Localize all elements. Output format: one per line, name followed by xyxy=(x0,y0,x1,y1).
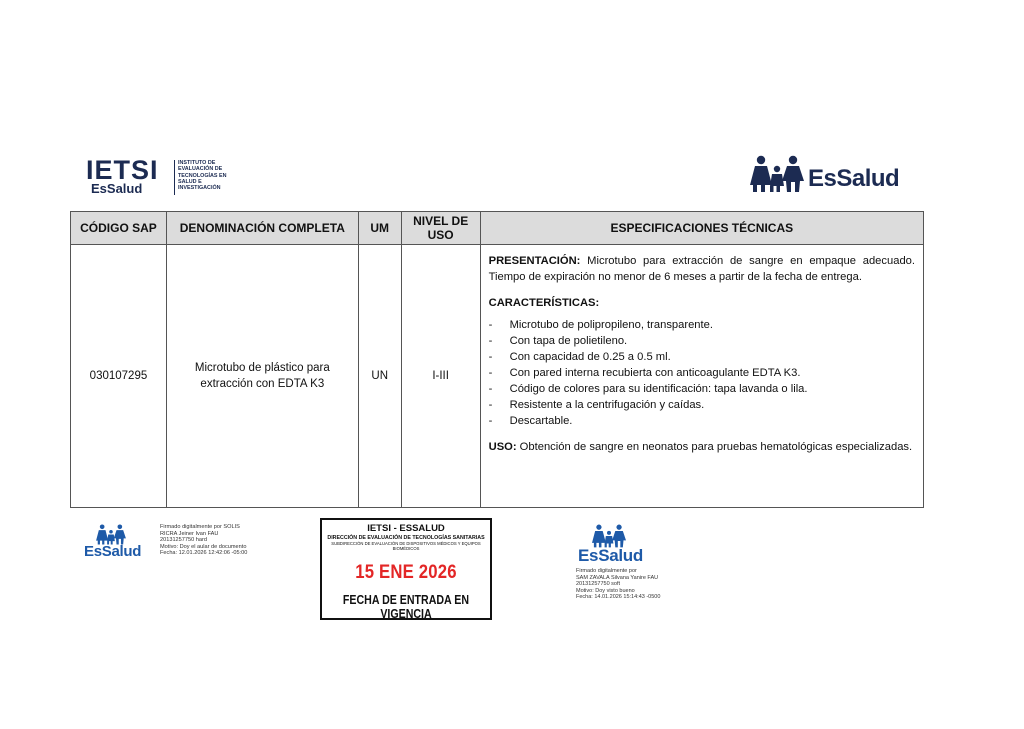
signature-line: RICRA Jeiner Ivan FAU xyxy=(160,530,219,537)
list-item-text: Descartable. xyxy=(509,415,573,427)
uso-label: USO: xyxy=(488,441,517,453)
signature-line: Fecha: 14.01.2026 15:14:43 -0500 xyxy=(576,594,661,600)
list-item xyxy=(489,317,915,333)
ietsi-logo xyxy=(86,157,246,199)
ietsi-logo-divider xyxy=(174,160,175,195)
table-header-row xyxy=(71,212,924,245)
caracteristicas-list xyxy=(489,317,915,429)
list-item xyxy=(489,381,915,397)
bullet-dash: - xyxy=(488,335,493,347)
right-digital-signature xyxy=(576,524,716,606)
header-denominacion: DENOMINACIÓN COMPLETA xyxy=(166,212,358,245)
cell-nivel-uso: I-III xyxy=(401,245,480,508)
ietsi-logo-description xyxy=(178,160,248,191)
bullet-dash: - xyxy=(488,383,493,395)
list-item-text: Con tapa de polietileno. xyxy=(509,335,628,347)
signature-line: 20131257750 soft xyxy=(576,581,621,587)
stamp-title: IETSI - ESSALUD xyxy=(367,523,445,534)
list-item xyxy=(489,413,915,429)
list-item-text: Microtubo de polipropileno, transparente. xyxy=(509,319,713,331)
bullet-dash: - xyxy=(488,367,493,379)
list-item xyxy=(489,333,915,349)
cell-denominacion: Microtubo de plástico para extracción con EDTA K3 xyxy=(166,245,358,508)
essalud-small-logo xyxy=(82,524,142,564)
ietsi-logo-subtitle: EsSalud xyxy=(91,181,143,196)
list-item xyxy=(489,349,915,365)
list-item-text: Código de colores para su identificación: tapa lavanda o lila. xyxy=(509,383,808,395)
caracteristicas-label: CARACTERÍSTICAS: xyxy=(488,297,600,309)
ietsi-desc-line: SALUD E xyxy=(178,178,202,185)
signature-text xyxy=(160,524,280,557)
essalud-logo-text: EsSalud xyxy=(578,546,643,565)
signature-line: Motivo: Doy el aular de documento xyxy=(160,543,247,550)
ietsi-desc-line: INVESTIGACIÓN xyxy=(178,185,221,192)
essalud-logo-text: EsSalud xyxy=(84,543,142,560)
ietsi-logo-word: IETSI xyxy=(86,155,159,185)
stamp-caption: FECHA DE ENTRADA EN VIGENCIA xyxy=(342,593,470,621)
bullet-dash: - xyxy=(488,319,493,331)
header-nivel-uso: NIVEL DE USO xyxy=(401,212,480,245)
cell-codigo-sap: 030107295 xyxy=(71,245,167,508)
list-item-text: Resistente a la centrifugación y caídas. xyxy=(509,399,705,411)
left-digital-signature xyxy=(82,524,282,564)
stamp-date: 15 ENE 2026 xyxy=(355,562,457,583)
header-especificaciones: ESPECIFICACIONES TÉCNICAS xyxy=(480,212,923,245)
ietsi-desc-line: EVALUACIÓN DE xyxy=(178,166,223,173)
list-item-text: Con capacidad de 0.25 a 0.5 ml. xyxy=(509,351,671,363)
signature-line: Fecha: 12.01.2026 12:42:06 -05:00 xyxy=(160,550,248,557)
presentacion-label: PRESENTACIÓN: xyxy=(488,255,581,267)
ietsi-desc-line: TECNOLOGÍAS EN xyxy=(178,172,227,179)
header-codigo-sap: CÓDIGO SAP xyxy=(71,212,167,245)
table-row xyxy=(71,245,924,508)
stamp-subdirection: SUBDIRECCIÓN DE EVALUACIÓN DE DISPOSITIVOS MÉDICOS Y EQUIPOS BIOMÉDICOS xyxy=(331,541,481,551)
vigencia-stamp xyxy=(320,518,492,620)
signature-line: 20131257750 hard xyxy=(160,537,207,544)
list-item xyxy=(489,397,915,413)
essalud-small-logo xyxy=(576,524,656,566)
essalud-family-icon xyxy=(750,155,804,193)
list-item-text: Con pared interna recubierta con anticoagulante EDTA K3. xyxy=(509,367,801,379)
signature-line: Motivo: Doy visto bueno xyxy=(576,587,635,594)
presentacion-text: Microtubo para extracción de sangre en empaque adecuado. Tiempo de expiración no menor de 6 meses a partir de la fecha de entrega. xyxy=(488,255,915,283)
essalud-logo xyxy=(750,155,910,195)
cell-especificaciones xyxy=(480,245,923,508)
bullet-dash: - xyxy=(488,399,493,411)
essalud-family-icon xyxy=(96,524,126,545)
cell-um: UN xyxy=(358,245,401,508)
signature-line: Firmado digitalmente por xyxy=(576,568,637,574)
signature-line: SAM ZAVALA Silvana Yanire FAU xyxy=(576,574,659,581)
ietsi-desc-line: INSTITUTO DE xyxy=(178,160,216,166)
specifications-table xyxy=(70,211,924,508)
signature-line: Firmado digitalmente por SOLIS xyxy=(160,524,240,530)
signature-text xyxy=(576,568,716,601)
list-item xyxy=(489,365,915,381)
uso-paragraph xyxy=(489,439,915,455)
bullet-dash: - xyxy=(488,415,493,427)
stamp-direction: DIRECCIÓN DE EVALUACIÓN DE TECNOLOGÍAS SANITARIAS xyxy=(327,535,485,541)
uso-text: Obtención de sangre en neonatos para pruebas hematológicas especializadas. xyxy=(516,441,913,453)
bullet-dash: - xyxy=(488,351,493,363)
header-um: UM xyxy=(358,212,401,245)
essalud-family-icon xyxy=(592,524,626,548)
essalud-logo-text: EsSalud xyxy=(808,165,900,192)
presentacion-paragraph xyxy=(489,253,915,285)
